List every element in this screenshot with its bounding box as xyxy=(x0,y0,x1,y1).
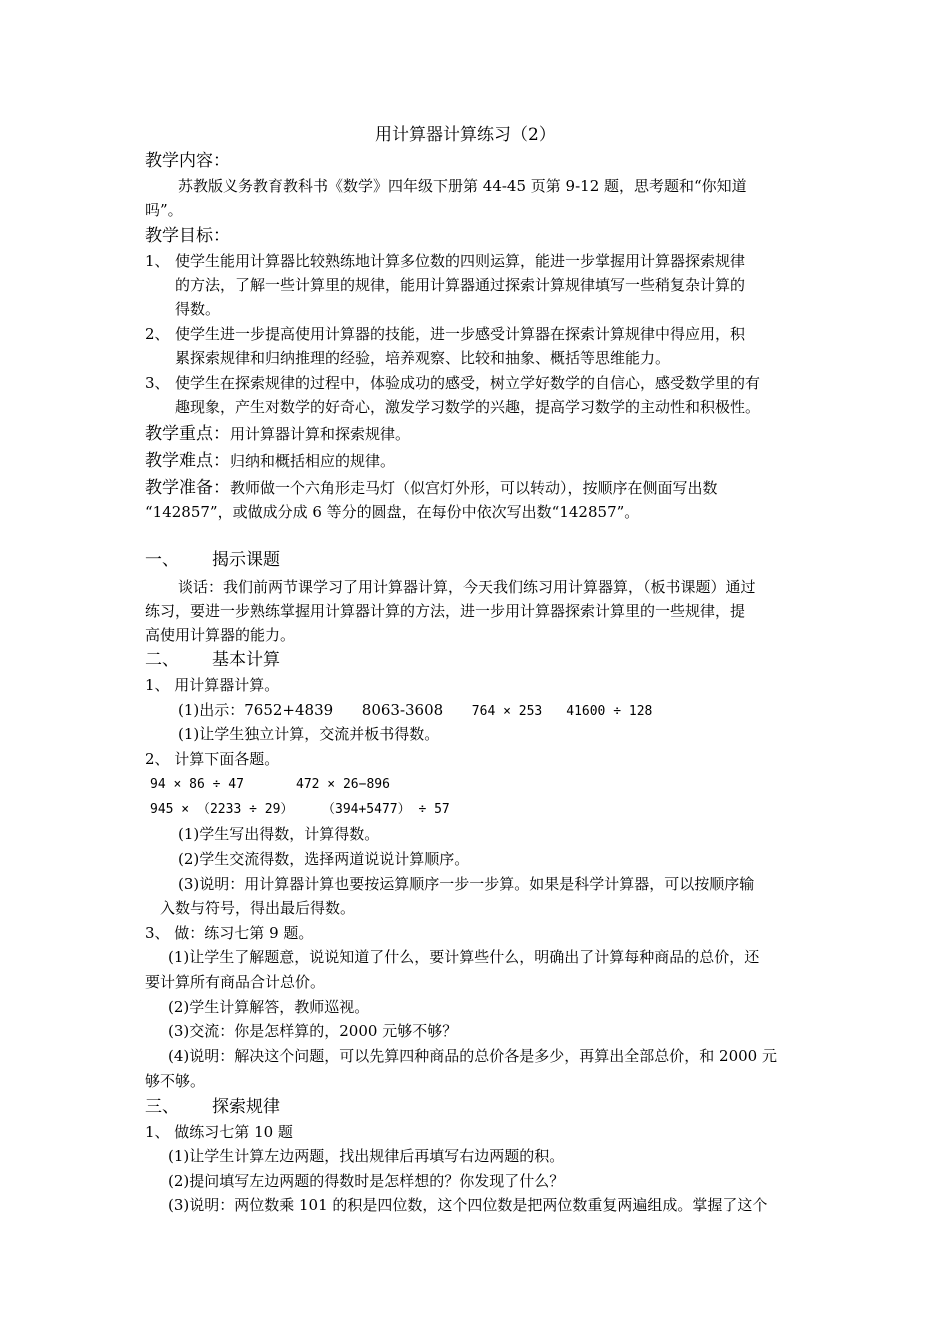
paragraph: (3)说明：两位数乘 101 的积是四位数，这个四位数是把两位数重复两遍组成。掌握了这个 xyxy=(168,1196,768,1214)
goals-heading: 教学目标： xyxy=(145,226,230,246)
paragraph: (3)说明：用计算器计算也要按运算顺序一步一步算。如果是科学计算器，可以按顺序输 xyxy=(178,875,755,893)
goal-text: 使学生进一步提高使用计算器的技能，进一步感受计算器在探索计算规律中得应用，积 xyxy=(175,325,746,343)
key-text: 用计算器计算和探索规律。 xyxy=(230,425,411,443)
paragraph: (3)交流：你是怎样算的，2000 元够不够？ xyxy=(168,1022,458,1040)
key-label: 教学重点： xyxy=(145,424,230,444)
paragraph: 练习，要进一步熟练掌握用计算器计算的方法，进一步用计算器探索计算里的一些规律，提 xyxy=(145,602,746,620)
section-title: 揭示课题 xyxy=(212,550,280,570)
difficulty-text: 归纳和概括相应的规律。 xyxy=(230,452,396,470)
content-text: 吗”。 xyxy=(145,201,183,219)
paragraph: (1)学生写出得数，计算得数。 xyxy=(178,825,380,843)
paragraph: 谈话：我们前两节课学习了用计算器计算，今天我们练习用计算器算，（板书课题）通过 xyxy=(178,578,756,596)
item: 1、 用计算器计算。 xyxy=(145,676,280,694)
expression: （394+5477） ÷ 57 xyxy=(322,802,450,817)
prep-text: 教师做一个六角形走马灯（似宫灯外形，可以转动），按顺序在侧面写出数 xyxy=(230,479,718,497)
expression: 41600 ÷ 128 xyxy=(566,704,653,719)
difficulty-label: 教学难点： xyxy=(145,451,230,471)
exercise-prefix: (1)出示：7652+4839 8063-3608 xyxy=(178,701,472,719)
content-heading: 教学内容： xyxy=(145,151,230,171)
key-point xyxy=(145,423,410,445)
item: 1、 做练习七第 10 题 xyxy=(145,1123,293,1141)
prep-text: “142857”，或做成分成 6 等分的圆盘，在每份中依次写出数“142857”。 xyxy=(145,503,640,521)
expression: 472 × 26−896 xyxy=(296,777,390,792)
paragraph: (1)让学生计算左边两题，找出规律后再填写右边两题的积。 xyxy=(168,1147,565,1165)
goal-text: 的方法，了解一些计算里的规律，能用计算器通过探索计算规律填写一些稍复杂计算的 xyxy=(175,276,746,294)
expression: 94 × 86 ÷ 47 xyxy=(150,777,244,792)
paragraph: (1)让学生了解题意，说说知道了什么，要计算些什么，明确出了计算每种商品的总价，还 xyxy=(168,948,760,966)
section-title: 探索规律 xyxy=(212,1097,280,1117)
section-number: 三、 xyxy=(145,1097,179,1117)
goal-number: 3、 xyxy=(145,374,170,392)
goal-text: 使学生能用计算器比较熟练地计算多位数的四则运算，能进一步掌握用计算器探索规律 xyxy=(175,252,746,270)
goal-number: 2、 xyxy=(145,325,170,343)
section-number: 二、 xyxy=(145,650,179,670)
goal-text: 趣现象，产生对数学的好奇心，激发学习数学的兴趣，提高学习数学的主动性和积极性。 xyxy=(175,398,761,416)
section-number: 一、 xyxy=(145,550,179,570)
item: 3、 做：练习七第 9 题。 xyxy=(145,924,314,942)
paragraph: (1)让学生独立计算，交流并板书得数。 xyxy=(178,725,440,743)
paragraph: 入数与符号，得出最后得数。 xyxy=(160,899,356,917)
paragraph: 高使用计算器的能力。 xyxy=(145,626,296,644)
goal-text: 累探索规律和归纳推理的经验，培养观察、比较和抽象、概括等思维能力。 xyxy=(175,349,671,367)
paragraph: (2)学生交流得数，选择两道说说计算顺序。 xyxy=(178,850,470,868)
content-text: 苏教版义务教育教科书《数学》四年级下册第 44-45 页第 9-12 题，思考题和“你知道 xyxy=(178,177,747,195)
paragraph: 要计算所有商品合计总价。 xyxy=(145,973,326,991)
paragraph: (2)提问填写左边两题的得数时是怎样想的？你发现了什么？ xyxy=(168,1172,565,1190)
goal-text: 得数。 xyxy=(175,300,221,318)
expression: 764 × 253 xyxy=(471,704,543,719)
prep-label: 教学准备： xyxy=(145,478,230,498)
item: 2、 计算下面各题。 xyxy=(145,750,280,768)
section-title: 基本计算 xyxy=(212,650,280,670)
page-title: 用计算器计算练习（2） xyxy=(375,125,556,145)
paragraph: 够不够。 xyxy=(145,1072,206,1090)
expression: 945 × （2233 ÷ 29） xyxy=(150,802,294,817)
goal-number: 1、 xyxy=(145,252,170,270)
exercise-line xyxy=(178,700,652,722)
goal-text: 使学生在探索规律的过程中，体验成功的感受，树立学好数学的自信心，感受数学里的有 xyxy=(175,374,761,392)
paragraph: (4)说明：解决这个问题，可以先算四种商品的总价各是多少，再算出全部总价，和 2000 元 xyxy=(168,1047,777,1065)
preparation xyxy=(145,477,718,499)
difficulty xyxy=(145,450,395,472)
paragraph: (2)学生计算解答，教师巡视。 xyxy=(168,998,370,1016)
